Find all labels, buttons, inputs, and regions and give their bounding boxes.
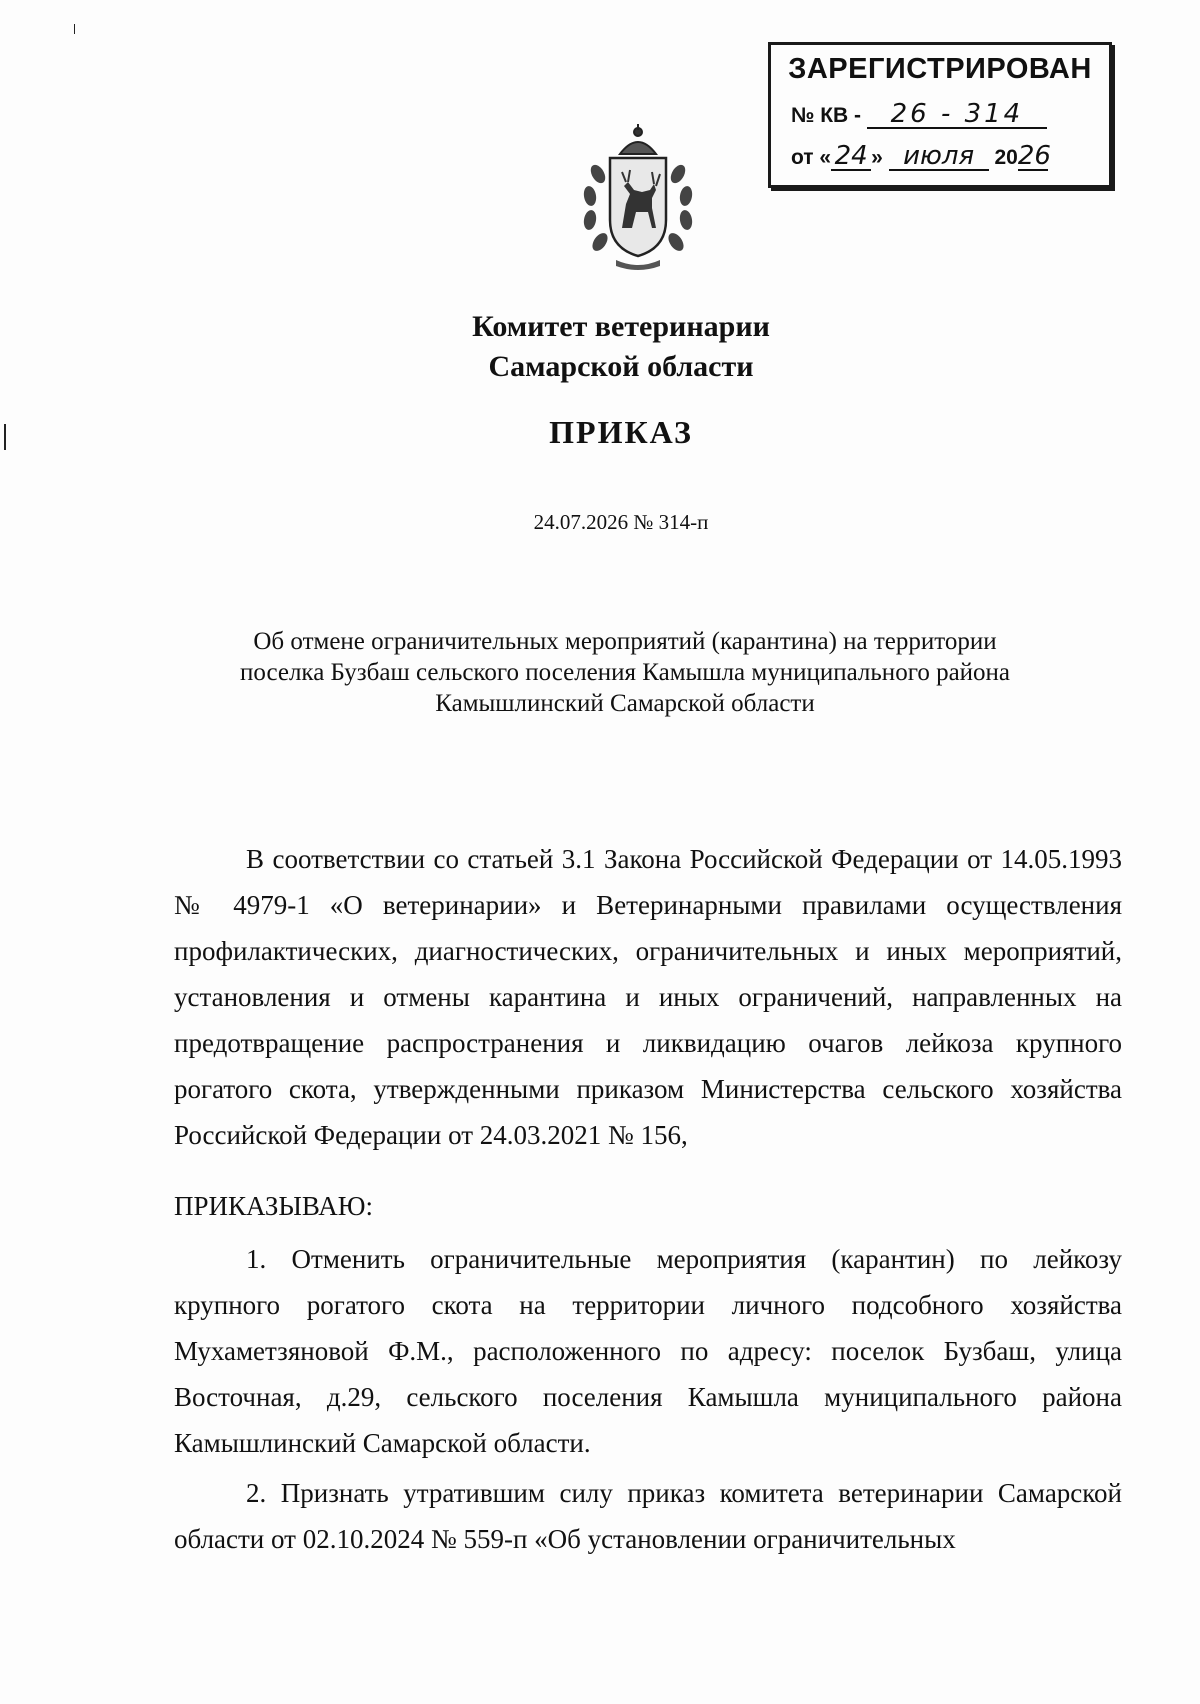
subject-line: Камышлинский Самарской области xyxy=(435,690,815,717)
order-item-1 xyxy=(174,1236,1122,1466)
preamble-paragraph xyxy=(174,836,1122,1158)
stamp-year-suffix: 26 xyxy=(1017,141,1051,171)
coat-of-arms-emblem xyxy=(576,124,700,272)
order-item-1-text: 1. Отменить ограничительные мероприятия (карантин) по лейкозу крупного рогатого скота на территории личного подсобного хозяйства Мухаметзяновой Ф.М., расположенного по адресу: поселок Бузбаш, улица Восточная, д.29, сельского поселения Камышла муниципального района Камышлинский Самарской области. xyxy=(174,1244,1122,1458)
subject-line: поселка Бузбаш сельского поселения Камышла муниципального района xyxy=(239,659,1011,686)
registration-stamp xyxy=(768,42,1112,188)
stamp-date-line xyxy=(791,141,1051,171)
scan-edge-mark xyxy=(4,424,6,450)
scan-edge-mark xyxy=(74,24,75,34)
document-subject xyxy=(150,626,1100,719)
subject-line: Об отмене ограничительных мероприятий (карантина) на территории xyxy=(253,628,997,655)
stamp-reg-number: 26 - 314 xyxy=(867,101,1047,129)
stamp-date-month: июля xyxy=(889,143,989,171)
stamp-date-day: 24 xyxy=(831,143,871,171)
document-date-number: 24.07.2026 № 314-п xyxy=(533,510,709,534)
organization-name-line-2: Самарской области xyxy=(488,350,754,383)
stamp-date-prefix: от « xyxy=(791,146,832,169)
document-type: ПРИКАЗ xyxy=(549,414,693,450)
stamp-date-mid: » xyxy=(871,146,883,169)
order-item-2-text: 2. Признать утратившим силу приказ комитета ветеринарии Самарской области от 02.10.2024 № 559-п «Об установлении ограничительных xyxy=(174,1478,1122,1554)
stamp-registration-line xyxy=(791,101,1047,129)
order-item-2 xyxy=(174,1470,1122,1562)
preamble-text: В соответствии со статьей 3.1 Закона Российской Федерации от 14.05.1993 № 4979-1 «О ветеринарии» и Ветеринарными правилами осуществления профилактических, диагностических, ограничительных и иных мероприятий, установления и отмены карантина и иных ограничений, направленных на предотвращение распространения и ликвидацию очагов лейкоза крупного рогатого скота, утвержденными приказом Министерства сельского хозяйства Российской Федерации от 24.03.2021 № 156, xyxy=(174,844,1122,1150)
order-word xyxy=(174,1183,1122,1229)
stamp-title: ЗАРЕГИСТРИРОВАН xyxy=(788,53,1092,85)
organization-name-line-1: Комитет ветеринарии xyxy=(472,310,770,343)
stamp-year-prefix: 20 xyxy=(994,146,1018,169)
stamp-reg-prefix: № КВ - xyxy=(791,104,862,127)
order-word-text: ПРИКАЗЫВАЮ: xyxy=(174,1191,373,1221)
